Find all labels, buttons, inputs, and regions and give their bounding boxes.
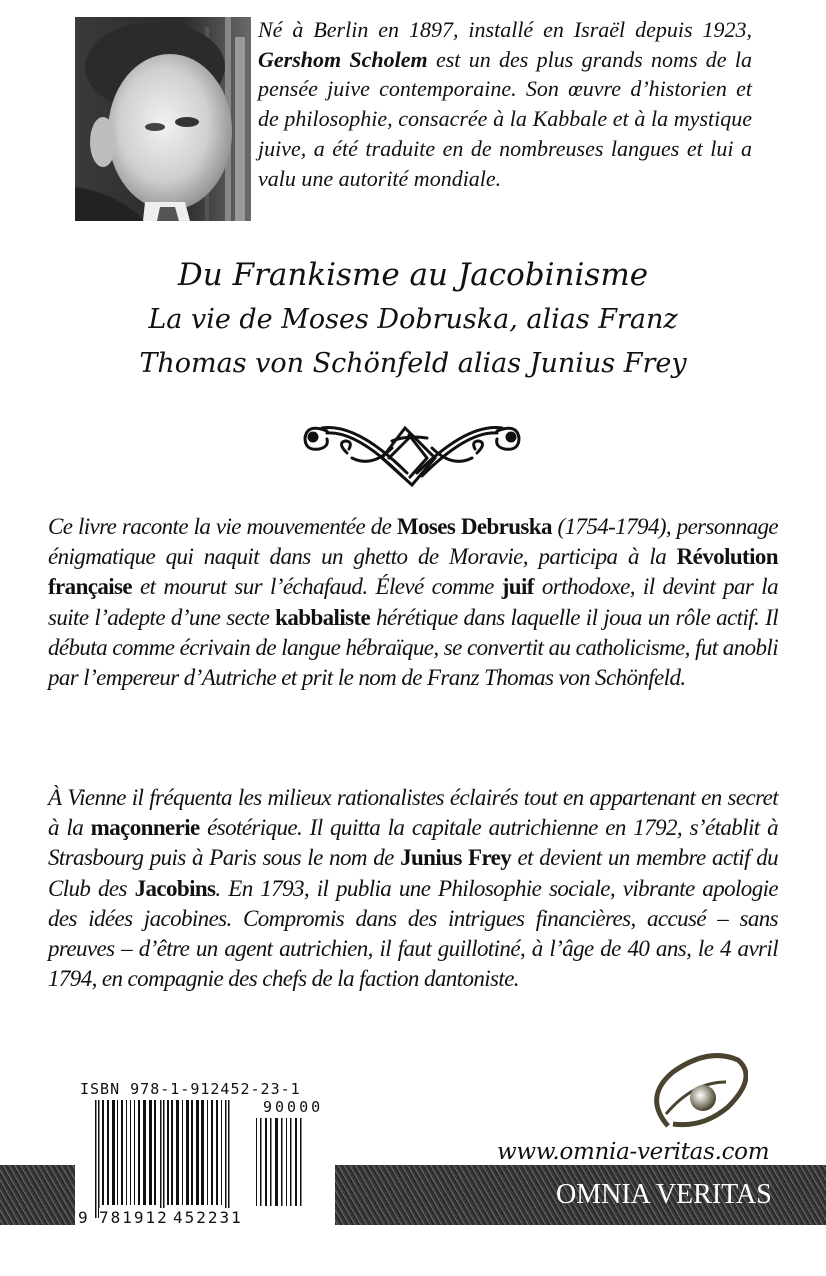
barcode-bar bbox=[126, 1100, 127, 1205]
barcode-bar bbox=[112, 1100, 115, 1205]
barcode-bar bbox=[171, 1100, 173, 1205]
barcode-bar bbox=[143, 1100, 146, 1205]
barcode-bar bbox=[160, 1100, 162, 1218]
paragraph-text: orthodoxe, il devint par la suite l’adepte d’une secte bbox=[48, 574, 778, 630]
barcode-bar bbox=[149, 1100, 152, 1205]
barcode-bar bbox=[107, 1100, 109, 1205]
barcode-bar bbox=[228, 1100, 230, 1218]
barcode-bar bbox=[176, 1100, 179, 1205]
paragraph-text: et devient un membre actif du Club des bbox=[48, 845, 779, 901]
author-bio bbox=[258, 15, 752, 193]
book-title: Du Frankisme au Jacobinisme bbox=[177, 257, 649, 293]
publisher-logo-text bbox=[556, 1179, 772, 1211]
barcode-bar bbox=[98, 1100, 100, 1218]
barcode-bar bbox=[196, 1100, 199, 1205]
barcode-bar bbox=[290, 1118, 292, 1206]
book-subtitle-line-2: Thomas von Schönfeld alias Junius Frey bbox=[139, 348, 687, 379]
paragraph-text: (1754-1794), personnage énigmatique qui naquit dans un ghetto de Moravie, participa à la bbox=[48, 514, 778, 570]
publisher-name: OMNIA VERITAS bbox=[556, 1179, 772, 1210]
paragraph-text: et mourut sur l’échafaud. Élevé comme bbox=[132, 574, 502, 600]
author-photo bbox=[75, 17, 251, 221]
description-paragraph-1 bbox=[48, 512, 778, 693]
paragraph-text: À Vienne il fréquenta les milieux rationalistes éclairés tout en appartenant en secret à la bbox=[48, 785, 778, 841]
emphasis-text: Jacobins bbox=[134, 875, 216, 901]
barcode-first-digit: 9 bbox=[78, 1208, 90, 1227]
barcode-bar bbox=[201, 1100, 204, 1205]
paragraph-text: hérétique dans laquelle il joua un rôle actif. Il débuta comme écrivain de langue hébraïque, se convertit au catholicisme, fut anobli par l’empereur d’Autriche et prit le nom de Franz Thomas von Schönfeld. bbox=[48, 604, 778, 691]
barcode-bar bbox=[121, 1100, 123, 1205]
author-name: Gershom Scholem bbox=[258, 46, 428, 72]
barcode-bar bbox=[275, 1118, 278, 1206]
barcode-bar bbox=[186, 1100, 189, 1205]
ornament-divider-icon bbox=[297, 413, 527, 491]
barcode-bar bbox=[117, 1100, 118, 1205]
barcode-bar bbox=[182, 1100, 183, 1205]
barcode-bar bbox=[191, 1100, 193, 1205]
barcode-right-digits: 452231 bbox=[173, 1208, 243, 1227]
barcode-bar bbox=[102, 1100, 104, 1205]
barcode-bar bbox=[260, 1118, 262, 1206]
isbn-label: ISBN 978-1-912452-23-1 bbox=[80, 1080, 301, 1098]
book-title-block bbox=[60, 252, 766, 386]
barcode-addon-digits: 90000 bbox=[263, 1098, 324, 1116]
barcode-bar bbox=[265, 1118, 267, 1206]
barcode-bar bbox=[134, 1100, 135, 1205]
barcode-bar bbox=[163, 1100, 165, 1218]
paragraph-text: Ce livre raconte la vie mouvementée de bbox=[48, 514, 397, 539]
barcode-bar bbox=[138, 1100, 140, 1205]
publisher-website-link[interactable]: www.omnia-veritas.com bbox=[497, 1139, 770, 1165]
barcode-bar bbox=[167, 1100, 169, 1205]
emphasis-text: Révolution française bbox=[48, 544, 778, 600]
barcode-bar bbox=[256, 1118, 257, 1206]
emphasis-text: juif bbox=[501, 574, 534, 600]
textured-band-left bbox=[0, 1165, 75, 1225]
bio-text: Né à Berlin en 1897, installé en Israël depuis 1923, bbox=[258, 17, 752, 42]
barcode-bar bbox=[211, 1100, 213, 1205]
barcode-bar bbox=[95, 1100, 97, 1218]
isbn-barcode bbox=[78, 1080, 333, 1230]
description-paragraph-2 bbox=[48, 783, 778, 994]
emphasis-text: Junius Frey bbox=[400, 845, 512, 871]
barcode-bar bbox=[300, 1118, 302, 1206]
barcode-bar bbox=[154, 1100, 156, 1205]
emphasis-text: kabbaliste bbox=[275, 604, 371, 630]
barcode-left-digits: 781912 bbox=[99, 1208, 169, 1227]
barcode-bar bbox=[270, 1118, 272, 1206]
paragraph-text: ésotérique. Il quitta la capitale autrichienne en 1792, s’établit à Strasbourg puis à Paris sous le nom de bbox=[48, 815, 778, 871]
barcode-bar bbox=[225, 1100, 227, 1218]
bio-text: est un des plus grands noms de la pensée juive contemporaine. Son œuvre d’historien et de philosophie, consacrée à la Kabbale et à la mystique juive, a été traduite en de nombreuses langues et lui a valu une autorité mondiale. bbox=[258, 46, 752, 191]
barcode-bar bbox=[130, 1100, 131, 1205]
emphasis-text: Moses Debruska bbox=[396, 514, 552, 539]
emphasis-text: maçonnerie bbox=[90, 815, 200, 841]
barcode-bar bbox=[207, 1100, 208, 1205]
author-portrait-image bbox=[75, 17, 251, 221]
book-subtitle-line-1: La vie de Moses Dobruska, alias Franz bbox=[148, 304, 678, 335]
barcode-bar bbox=[216, 1100, 218, 1205]
barcode-bar bbox=[286, 1118, 287, 1206]
barcode-bar bbox=[281, 1118, 283, 1206]
barcode-bar bbox=[221, 1100, 222, 1205]
paragraph-text: . En 1793, il publia une Philosophie sociale, vibrante apologie des idées jacobines. Compromis dans des intrigues financières, accusé – sans preuves – d’être un agent autrichien, il faut guillotiné, à l’âge de 40 ans, le 4 avril 1794, en compagnie des chefs de la faction dantoniste. bbox=[48, 875, 778, 992]
publisher-eye-logo-icon bbox=[648, 1052, 748, 1134]
barcode-bar bbox=[295, 1118, 297, 1206]
